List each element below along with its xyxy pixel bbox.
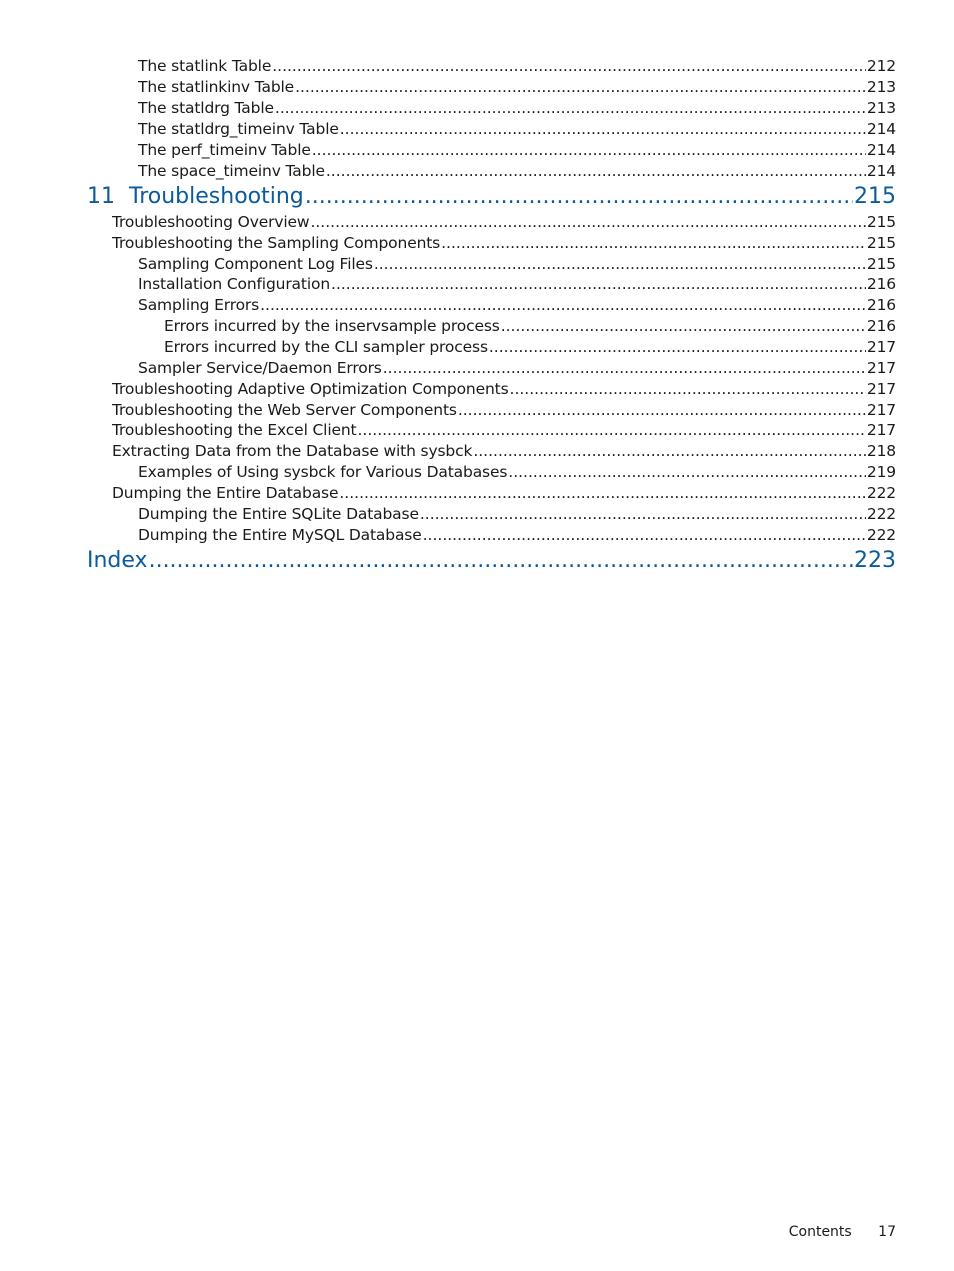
toc-dot-leader: [357, 420, 865, 440]
toc-entry-installation-configuration[interactable]: [138, 274, 896, 294]
toc-page-number: 217: [866, 380, 896, 398]
toc-entry-title: Examples of Using sysbck for Various Databases: [138, 463, 508, 481]
toc-entry-title: The statlink Table: [138, 57, 272, 75]
toc-dot-leader: [510, 379, 866, 399]
toc-entry-dumping-mysql-database[interactable]: [138, 525, 896, 545]
toc-entry-troubleshooting-web-server[interactable]: [112, 400, 896, 420]
toc-chapter-title: Index: [87, 548, 148, 573]
toc-entry-title: Errors incurred by the inservsample process: [164, 317, 500, 335]
toc-page-number: 216: [866, 296, 896, 314]
toc-entry-dumping-entire-database[interactable]: [112, 483, 896, 503]
toc-entry-title: Troubleshooting the Sampling Components: [112, 234, 441, 252]
toc-dot-leader: [423, 525, 866, 545]
toc-dot-leader: [312, 140, 866, 160]
toc-chapter-index[interactable]: [87, 547, 896, 575]
toc-page-number: 219: [866, 463, 896, 481]
toc-dot-leader: [489, 337, 866, 357]
toc-entry-title: Troubleshooting Adaptive Optimization Components: [112, 380, 509, 398]
toc-dot-leader: [441, 233, 866, 253]
toc-dot-leader: [508, 462, 866, 482]
toc-page-number: 215: [866, 234, 896, 252]
toc-chapter-troubleshooting[interactable]: [87, 183, 896, 211]
toc-dot-leader: [310, 212, 865, 232]
toc-page-number: 216: [866, 317, 896, 335]
toc-dot-leader: [340, 119, 866, 139]
toc-dot-leader: [331, 274, 866, 294]
toc-chapter-title: Troubleshooting: [129, 184, 304, 209]
toc-entry-title: The statldrg_timeinv Table: [138, 120, 339, 138]
toc-dot-leader: [260, 295, 866, 315]
toc-entry-statlink-table[interactable]: [138, 56, 896, 76]
toc-dot-leader: [272, 56, 866, 76]
toc-page-number: 214: [866, 120, 896, 138]
toc-dot-leader: [501, 316, 866, 336]
toc-page-number: 215: [866, 255, 896, 273]
toc-entry-statldrg-table[interactable]: [138, 98, 896, 118]
toc-dot-leader: [275, 98, 866, 118]
toc-entry-title: Dumping the Entire Database: [112, 484, 339, 502]
toc-page-number: 212: [866, 57, 896, 75]
toc-page-number: 222: [866, 526, 896, 544]
toc-dot-leader: [149, 547, 853, 575]
toc-entry-title: Troubleshooting the Excel Client: [112, 421, 357, 439]
toc-entry-dumping-sqlite-database[interactable]: [138, 504, 896, 524]
toc-dot-leader: [473, 441, 866, 461]
toc-page-number: 217: [866, 401, 896, 419]
toc-entry-errors-cli-sampler[interactable]: [164, 337, 896, 357]
toc-entry-title: Dumping the Entire MySQL Database: [138, 526, 422, 544]
toc-entry-perf-timeinv-table[interactable]: [138, 140, 896, 160]
toc-entry-sampler-service-daemon-errors[interactable]: [138, 358, 896, 378]
toc-entry-extracting-data-sysbck[interactable]: [112, 441, 896, 461]
footer-section-label: Contents: [788, 1224, 852, 1240]
toc-entry-troubleshooting-excel-client[interactable]: [112, 420, 896, 440]
toc-entry-title: The statlinkinv Table: [138, 78, 295, 96]
toc-page-number: 216: [866, 275, 896, 293]
toc-entry-troubleshooting-adaptive-optimization[interactable]: [112, 379, 896, 399]
toc-entry-title: Sampling Component Log Files: [138, 255, 373, 273]
toc-entry-sampling-errors[interactable]: [138, 295, 896, 315]
toc-entry-title: Extracting Data from the Database with sysbck: [112, 442, 473, 460]
toc-entry-title: Troubleshooting the Web Server Components: [112, 401, 457, 419]
toc-page-number: 222: [866, 484, 896, 502]
toc-page-number: 217: [866, 338, 896, 356]
toc-entry-examples-sysbck[interactable]: [138, 462, 896, 482]
toc-page-number: 217: [866, 421, 896, 439]
toc-chapter-number: 11: [87, 184, 115, 209]
toc-page-number: 217: [866, 359, 896, 377]
toc-page-number: 214: [866, 141, 896, 159]
toc-dot-leader: [326, 161, 866, 181]
toc-entry-troubleshooting-overview[interactable]: [112, 212, 896, 232]
toc-entry-title: The space_timeinv Table: [138, 162, 325, 180]
toc-dot-leader: [295, 77, 866, 97]
toc-page-number: 213: [866, 78, 896, 96]
toc-entry-troubleshooting-sampling-components[interactable]: [112, 233, 896, 253]
toc-page-number: 215: [854, 184, 896, 209]
toc-entry-title: The statldrg Table: [138, 99, 274, 117]
toc-dot-leader: [339, 483, 865, 503]
toc-page-number: 222: [866, 505, 896, 523]
toc-entry-title: Troubleshooting Overview: [112, 213, 310, 231]
toc-dot-leader: [420, 504, 866, 524]
toc-page-number: 218: [866, 442, 896, 460]
toc-page-number: 214: [866, 162, 896, 180]
toc-entry-title: The perf_timeinv Table: [138, 141, 311, 159]
toc-dot-leader: [458, 400, 866, 420]
toc-entry-title: Errors incurred by the CLI sampler process: [164, 338, 488, 356]
toc-entry-space-timeinv-table[interactable]: [138, 161, 896, 181]
toc-entry-title: Sampling Errors: [138, 296, 260, 314]
toc-entry-statlinkinv-table[interactable]: [138, 77, 896, 97]
toc-page-number: 215: [866, 213, 896, 231]
toc-entry-statldrg-timeinv-table[interactable]: [138, 119, 896, 139]
toc-entry-errors-inservsample[interactable]: [164, 316, 896, 336]
toc-entry-title: Dumping the Entire SQLite Database: [138, 505, 419, 523]
toc-dot-leader: [383, 358, 866, 378]
page-footer: [789, 1222, 896, 1242]
toc-dot-leader: [305, 183, 853, 211]
footer-page-number: 17: [878, 1224, 896, 1240]
toc-entry-sampling-component-log-files[interactable]: [138, 254, 896, 274]
toc-entry-title: Installation Configuration: [138, 275, 330, 293]
toc-page-number: 213: [866, 99, 896, 117]
toc-page-number: 223: [854, 548, 896, 573]
toc-entry-title: Sampler Service/Daemon Errors: [138, 359, 382, 377]
toc-dot-leader: [374, 254, 866, 274]
